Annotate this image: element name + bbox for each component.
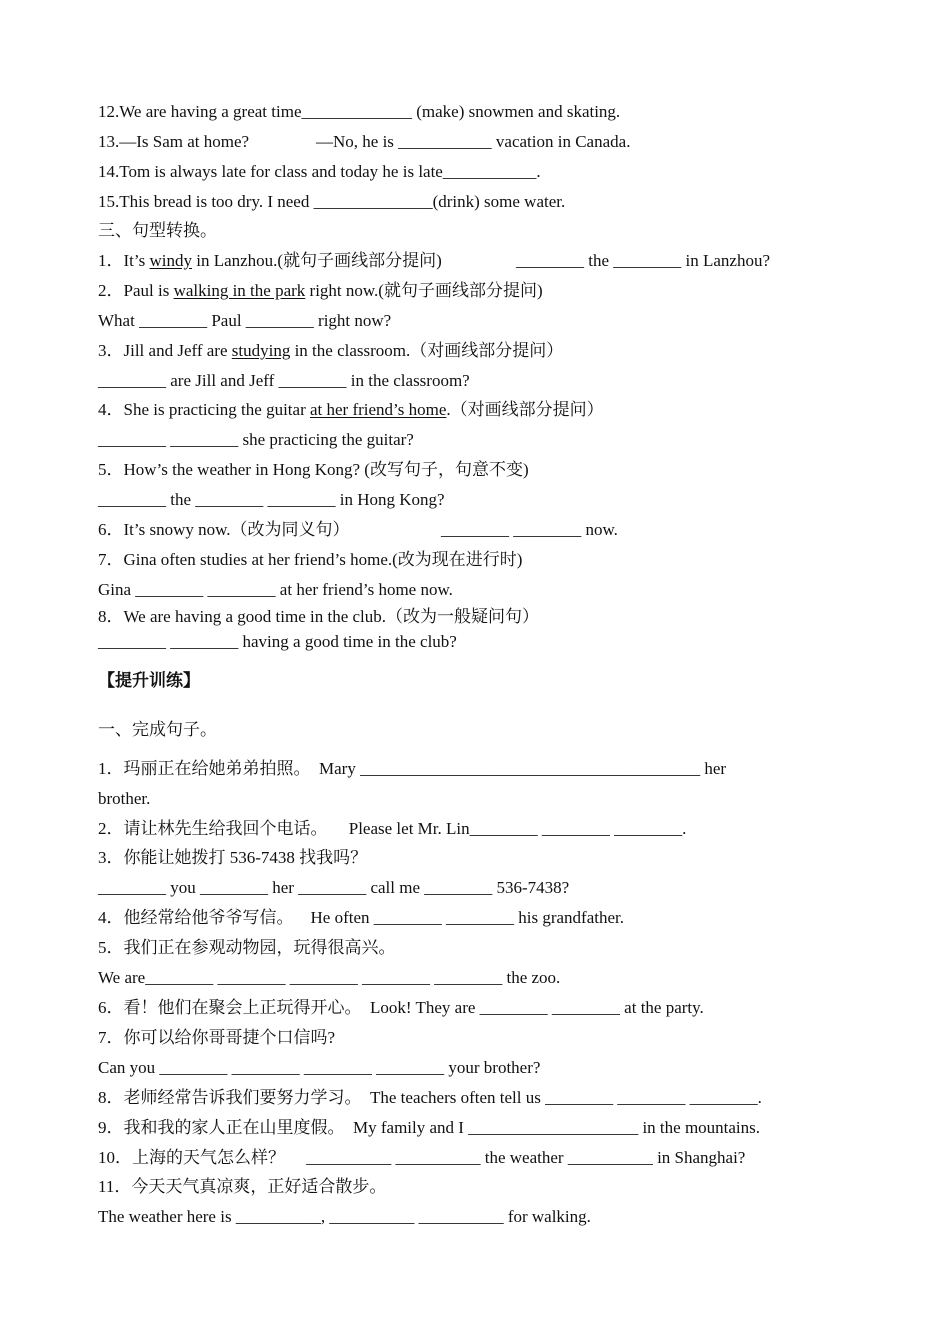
q2-text-post: right now.(就句子画线部分提问)	[305, 281, 543, 300]
transform-q7-answer: Gina ________ ________ at her friend’s home now.	[98, 580, 453, 599]
section-heading-complete-sentences: 一、完成句子。	[98, 720, 217, 739]
complete-q4: 4．他经常给他爷爷写信。 He often ________ ________ his grandfather.	[98, 908, 624, 927]
q2-underlined-part: walking in the park	[173, 281, 306, 300]
q3-text-post: in the classroom.（对画线部分提问）	[290, 341, 564, 360]
transform-q5: 5．How’s the weather in Hong Kong? (改写句子，句意不变)	[98, 460, 529, 479]
transform-q1-answer: ________ the ________ in Lanzhou?	[516, 251, 771, 270]
complete-q5: 5．我们正在参观动物园，玩得很高兴。	[98, 938, 396, 957]
complete-q7: 7．你可以给你哥哥捷个口信吗?	[98, 1028, 336, 1047]
q4-underlined-part: at her friend’s home	[309, 400, 447, 419]
complete-q7-answer: Can you ________ ________ ________ ________ your brother?	[98, 1058, 541, 1077]
transform-q8: 8．We are having a good time in the club.（改为一般疑问句）	[98, 607, 540, 626]
complete-q9: 9．我和我的家人正在山里度假。 My family and I ____________________ in the mountains.	[98, 1118, 761, 1137]
transform-q4	[98, 399, 604, 421]
complete-q2: 2．请让林先生给我回个电话。 Please let Mr. Lin________ ________ ________.	[98, 819, 687, 838]
complete-q1: 1．玛丽正在给她弟弟拍照。 Mary ________________________________________ her	[98, 759, 727, 778]
q3-underlined-part: studying	[231, 341, 291, 360]
exercise-15: 15.This bread is too dry. I need ______________(drink) some water.	[98, 192, 566, 211]
transform-q6-answer: ________ ________ now.	[441, 520, 618, 539]
complete-q3: 3．你能让她拨打 536-7438 找我吗？	[98, 848, 368, 867]
section-heading-sentence-transformation: 三、句型转换。	[98, 221, 217, 240]
transform-q4-answer: ________ ________ she practicing the guitar?	[98, 430, 414, 449]
q4-text-pre: 4．She is practicing the guitar	[98, 400, 310, 419]
complete-q6: 6．看！他们在聚会上正玩得开心。 Look! They are ________ ________ at the party.	[98, 998, 704, 1017]
exercise-14: 14.Tom is always late for class and today he is late___________.	[98, 162, 541, 181]
complete-q5-answer: We are________ ________ ________ ________ ________ the zoo.	[98, 968, 561, 987]
complete-q10: 10．上海的天气怎么样？ __________ __________ the weather __________ in Shanghai?	[98, 1148, 746, 1167]
complete-q1-continued: brother.	[98, 789, 151, 808]
transform-q3	[98, 340, 563, 362]
transform-q7: 7．Gina often studies at her friend’s home.(改为现在进行时)	[98, 550, 523, 569]
complete-q8: 8．老师经常告诉我们要努力学习。 The teachers often tell us ________ ________ ________.	[98, 1088, 762, 1107]
q1-underlined-part: windy	[149, 251, 192, 270]
transform-q2-answer: What ________ Paul ________ right now?	[98, 311, 392, 330]
exercise-13-answer: —No, he is ___________ vacation in Canada.	[316, 132, 631, 151]
complete-q11: 11．今天天气真凉爽，正好适合散步。	[98, 1177, 387, 1196]
q1-text-post: in Lanzhou.(就句子画线部分提问)	[191, 251, 442, 270]
transform-q6: 6．It’s snowy now.（改为同义句）	[98, 520, 350, 539]
q1-text-pre: 1．It’s	[98, 251, 150, 270]
transform-q2	[98, 280, 543, 302]
complete-q3-answer: ________ you ________ her ________ call me ________ 536-7438?	[98, 878, 570, 897]
q4-text-post: .（对画线部分提问）	[446, 400, 604, 419]
section-title-improve-training: 【提升训练】	[98, 671, 200, 691]
transform-q5-answer: ________ the ________ ________ in Hong Kong?	[98, 490, 445, 509]
transform-q8-answer: ________ ________ having a good time in the club?	[98, 632, 457, 651]
q3-text-pre: 3．Jill and Jeff are	[98, 341, 232, 360]
q2-text-pre: 2．Paul is	[98, 281, 174, 300]
exercise-13-question: 13.—Is Sam at home?	[98, 132, 250, 151]
complete-q11-answer: The weather here is __________, __________ __________ for walking.	[98, 1207, 591, 1226]
transform-q3-answer: ________ are Jill and Jeff ________ in the classroom?	[98, 371, 470, 390]
transform-q1	[98, 250, 442, 272]
exercise-12: 12.We are having a great time_____________ (make) snowmen and skating.	[98, 102, 621, 121]
